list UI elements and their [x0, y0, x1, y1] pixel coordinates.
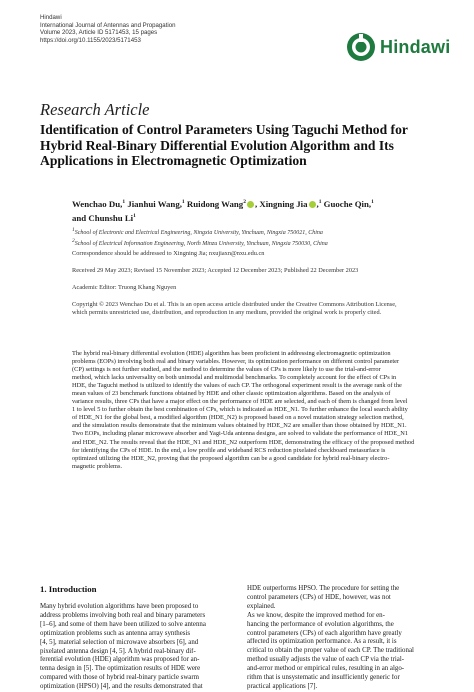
body-text-line: [4, 5], material selection of microwave absorbers [6], and: [40, 638, 199, 646]
orcid-icon[interactable]: [309, 201, 316, 208]
affiliation-sup: 2: [243, 199, 246, 205]
body-text-line: optimization problems such as antenna array synthesis: [40, 629, 191, 637]
column-left: [40, 603, 238, 692]
abstract: [72, 350, 440, 471]
journal-title: International Journal of Antennas and Propagation: [40, 21, 176, 29]
abstract-line: Two EOPs, including planar microwave absorber and Yagi-Uda antenna designs, are solved to validate the performance of HDE_N1: [72, 430, 409, 438]
body-text-line: compared with those of hybrid real-binary particle swarm: [40, 674, 200, 682]
affiliation-sup: 1: [371, 199, 374, 205]
body-text-line: As we know, despite the improved method for en-: [247, 611, 385, 619]
abstract-line: mean values of 23 benchmark functions obtained by HDE and other classic optimization algorithms. Based on the analysis of: [72, 390, 391, 398]
body-text-line: hancing the performance of evolution algorithms, the: [247, 620, 394, 628]
orcid-icon[interactable]: [247, 201, 254, 208]
abstract-line: method, which lacks universality on both unimodal and multimodal benchmarks. To completely account for the effect of CPs in: [72, 374, 397, 382]
affiliation-sup: 1: [181, 199, 185, 205]
affiliations: [72, 226, 432, 249]
body-text-line: [1–6], and some of them have been utilized to solve antenna: [40, 620, 206, 628]
body-text-line: affected its optimization performance. As a result, it is: [247, 638, 397, 646]
hindawi-logo-icon: [346, 32, 376, 62]
affiliation-2: 2School of Electrical Information Engineering, North Minzu University, Yinchuan, Ningxia 750030, China: [72, 238, 328, 248]
hindawi-logo: [346, 32, 450, 62]
author-name[interactable]: Jianhui Wang,: [127, 198, 182, 209]
abstract-line: The hybrid real-binary differential evolution (HDE) algorithm has been proficient in addressing electromagnetic optimization: [72, 350, 391, 357]
author-list: Wenchao Du,$^1$ Jianhui Wang,$^1$ Ruidong Wang$^2$ , Xingning Jia ,$^1$ Guoche Qin,$^1$ and Chunshu Li$^1$: [72, 198, 374, 224]
body-text-line: and-error method or empirical rules, resulting in an algo-: [247, 665, 405, 673]
affiliation-sup: 1: [318, 199, 322, 205]
column-right: [247, 585, 443, 692]
academic-editor: Academic Editor: Truong Khang Nguyen: [72, 284, 177, 291]
body-text-line: address problems involving both real and binary parameters: [40, 611, 206, 619]
body-text-line: rithm that is unsystematic and insufficiently generic for: [247, 674, 400, 682]
abstract-line: HDE, the Taguchi method is utilized to identify the values of each CP. The orthogonal experiment result is the average rank of the: [72, 382, 402, 390]
body-text-line: pixelated antenna design [4, 5]. A hybrid real-binary dif-: [40, 647, 196, 655]
author-name[interactable]: Wenchao Du,: [72, 198, 123, 209]
publisher-name: Hindawi: [40, 14, 62, 21]
body-text-line: tenna design in [5]. The optimization results of HDE were: [40, 665, 201, 673]
author-name[interactable]: Guoche Qin,: [323, 198, 372, 209]
author-name[interactable]: Xingning Jia: [259, 198, 308, 209]
body-text-line: ferential evolution (HDE) algorithm was proposed for an-: [40, 656, 200, 664]
body-text-line: control parameters (CPs) of each algorithm have greatly: [247, 629, 402, 637]
abstract-line: for identifying the CPs of HDE. In the end, a low profile and wideband RCS reduction pixelated checkboard metasurface is: [72, 446, 386, 454]
publication-dates: Received 29 May 2023; Revised 15 November 2023; Accepted 12 December 2023; Published 22 December 2023: [72, 267, 359, 274]
copyright-notice: Copyright © 2023 Wenchao Du et al. This is an open access article distributed under the Creative Commons Attribution License, which permits unrestricted use, distribution, and reproduction in any medium, provided the original work is properly cited.: [72, 301, 397, 316]
abstract-line: variance results, three CPs that have a major effect on the performance of HDE are selected, and each of them is changed from level: [72, 398, 408, 406]
body-text-line: HDE outperforms HPSO. The procedure for setting the: [247, 585, 400, 592]
affiliation-1: 1School of Electronic and Electrical Engineering, Ningxia University, Yinchuan, Ningxia 750021, China: [72, 227, 323, 236]
logo-text: Hindawi: [380, 36, 451, 57]
doi-link[interactable]: https://doi.org/10.1155/2023/5171453: [40, 36, 141, 44]
author-name[interactable]: and Chunshu Li: [72, 213, 134, 224]
body-text-line: Many hybrid evolution algorithms have been proposed to: [40, 603, 199, 610]
author-name[interactable]: Ruidong Wang: [186, 198, 244, 209]
volume-info: Volume 2023, Article ID 5171453, 15 pages: [40, 29, 158, 37]
affiliation-sup: 1: [133, 213, 136, 220]
body-text-line: critical to obtain the proper value of each CP. The traditional: [247, 647, 414, 655]
body-text-line: optimization (HPSO) [4], and the results demonstrated that: [40, 683, 203, 691]
body-text-line: control parameters (CPs) of HDE, however, was not: [247, 593, 391, 601]
journal-header: [40, 14, 176, 44]
abstract-line: optimized utilizing the HDE_N2, proving that the proposed algorithm can be a good candidate for hybrid real-binary electro-: [72, 454, 390, 462]
article-type: Research Article: [40, 100, 150, 119]
correspondence: Correspondence should be addressed to Xingning Jia; nxujiaxn@nxu.edu.cn: [72, 250, 265, 257]
abstract-line: 1 to level 5 to further obtain the best combination of CPs, which is indicated as HDE_N1. To further enhance the local search ability: [72, 406, 408, 414]
abstract-line: (CP) settings is not further studied, and the method to determine the values of CPs is more likely to use the trial-and-error: [72, 366, 381, 374]
paper-title: Identification of Control Parameters Using Taguchi Method for Hybrid Real-Binary Differential Evolution Algorithm and Its Applications in Electromagnetic Optimization: [40, 122, 408, 168]
abstract-line: magnetic problems.: [72, 462, 123, 470]
body-text-line: explained.: [247, 602, 276, 610]
abstract-line: problems (EOPs) involving both real and binary variables. However, its optimization performance on different control parameter: [72, 358, 400, 366]
section-heading: 1. Introduction: [40, 584, 97, 594]
abstract-line: and HDE_N2. The results reveal that the HDE_N1 and HDE_N2 outperform HDE, demonstrating the efficacy of the proposed method: [72, 438, 415, 446]
affiliation-sup: 1: [122, 199, 126, 205]
body-text-line: practical applications [7].: [247, 682, 318, 690]
abstract-line: and the simulation results demonstrate that the minimum values obtained by HDE_N2 are smaller than those obtained by HDE_N1.: [72, 422, 407, 430]
abstract-line: of HDE_N1 for the global best, a modified algorithm (HDE_N2) is proposed based on a novel mutation strategy selection method,: [72, 414, 404, 422]
body-text-line: method usually adjusts the value of each CP via the trial-: [247, 656, 405, 664]
